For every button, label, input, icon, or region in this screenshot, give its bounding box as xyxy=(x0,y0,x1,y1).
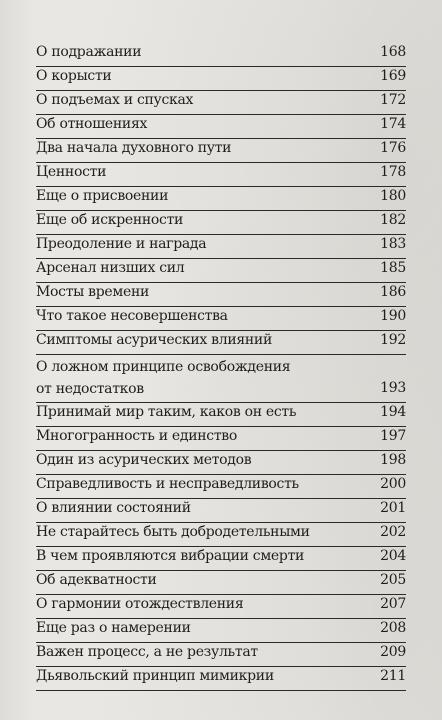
toc-entry-page: 183 xyxy=(380,236,406,252)
toc-entry-title: Об адекватности xyxy=(36,572,157,588)
toc-entry-title: Принимай мир таким, каков он есть xyxy=(36,404,297,420)
toc-entry-page: 172 xyxy=(380,92,406,108)
toc-entry-title: Не старайтесь быть добродетельными xyxy=(36,524,310,540)
toc-entry xyxy=(36,667,406,691)
toc-entry-page: 176 xyxy=(380,140,406,156)
toc-entry-title: Преодоление и награда xyxy=(36,236,207,252)
toc-entry-page: 169 xyxy=(380,68,406,84)
toc-entry-page: 174 xyxy=(380,116,406,132)
toc-entry-title: О гармонии отождествления xyxy=(36,596,244,612)
toc-entry-title: Мосты времени xyxy=(36,284,150,300)
toc-entry-page: 200 xyxy=(380,476,406,492)
toc-entry-page: 194 xyxy=(380,404,406,420)
toc-entry-page: 180 xyxy=(380,188,406,204)
toc-entry-page: 182 xyxy=(380,212,406,228)
toc-entry-title: В чем проявляются вибрации смерти xyxy=(36,548,305,564)
toc-entry-title: О влиянии состояний xyxy=(36,500,191,516)
toc-entry-title: Об отношениях xyxy=(36,116,148,132)
toc-entry-page: 192 xyxy=(380,332,406,348)
toc-entry-page: 202 xyxy=(380,524,406,540)
toc-entry-title: О подражании xyxy=(36,44,142,60)
toc-entry-title: Ценности xyxy=(36,164,107,180)
toc-entry-title: О ложном принципе освобождения от недостатков xyxy=(36,359,291,397)
toc-entry-title: Один из асурических методов xyxy=(36,452,252,468)
toc-entry-page: 190 xyxy=(380,308,406,324)
toc-entry-page: 209 xyxy=(380,644,406,660)
toc-entry-title: Еще раз о намерении xyxy=(36,620,191,636)
table-of-contents xyxy=(36,43,406,691)
toc-entry-title: Справедливость и несправедливость xyxy=(36,476,299,492)
toc-entry-title: Еще об искренности xyxy=(36,212,184,228)
toc-entry-title: Симптомы асурических влияний xyxy=(36,332,272,348)
toc-entry-page: 207 xyxy=(380,596,406,612)
toc-entry-page: 204 xyxy=(380,548,406,564)
toc-entry-page: 178 xyxy=(380,164,406,180)
toc-entry-page: 205 xyxy=(380,572,406,588)
toc-entry-page: 193 xyxy=(380,380,406,396)
toc-entry-title: Многогранность и единство xyxy=(36,428,237,444)
toc-entry-title: Арсенал низших сил xyxy=(36,260,185,276)
toc-entry-page: 208 xyxy=(380,620,406,636)
toc-entry-title: Важен процесс, а не результат xyxy=(36,644,258,660)
toc-entry-page: 211 xyxy=(380,668,406,684)
toc-entry-page: 198 xyxy=(380,452,406,468)
toc-entry-page: 185 xyxy=(380,260,406,276)
toc-entry-title: О корысти xyxy=(36,68,112,84)
toc-entry-title: О подъемах и спусках xyxy=(36,92,194,108)
toc-entry-page: 201 xyxy=(380,500,406,516)
toc-entry-page: 168 xyxy=(380,44,406,60)
toc-entry xyxy=(36,331,406,355)
toc-entry-title: Что такое несовершенства xyxy=(36,308,228,324)
toc-entry-title: Дьявольский принцип мимикрии xyxy=(36,668,274,684)
toc-entry-title: Еще о присвоении xyxy=(36,188,169,204)
toc-entry-page: 186 xyxy=(380,284,406,300)
toc-entry-page: 197 xyxy=(380,428,406,444)
toc-entry-title: Два начала духовного пути xyxy=(36,140,232,156)
toc-entry xyxy=(36,355,406,403)
